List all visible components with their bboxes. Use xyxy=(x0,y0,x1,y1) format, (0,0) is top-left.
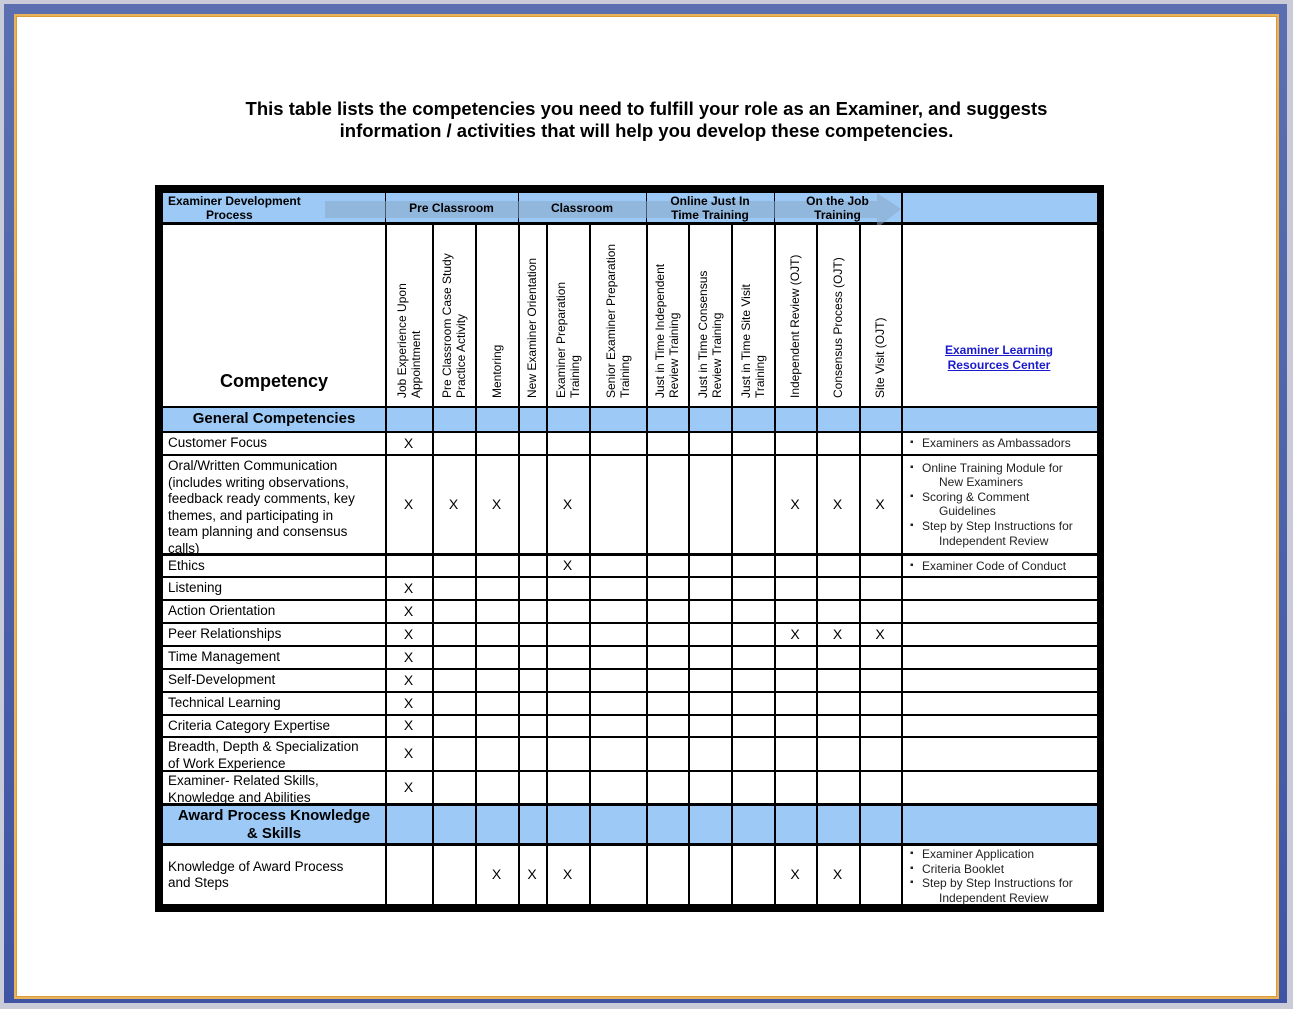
resource-item: Independent Review xyxy=(939,533,1049,548)
table-cell xyxy=(477,556,518,576)
competency-line: Customer Focus xyxy=(168,435,268,451)
competency-line: Technical Learning xyxy=(168,695,281,711)
table-cell xyxy=(548,647,589,668)
section-row-cell xyxy=(477,408,518,431)
mark-11-0: X xyxy=(403,778,414,795)
table-cell xyxy=(903,693,1097,714)
table-cell xyxy=(733,624,774,645)
table-cell xyxy=(861,647,901,668)
competency-line: Action Orientation xyxy=(168,603,276,619)
table-cell xyxy=(548,693,589,714)
competency-line: Knowledge of Award Process xyxy=(168,858,344,874)
section-row-cell xyxy=(548,408,589,431)
table-cell xyxy=(520,716,546,736)
competency-row-12 xyxy=(168,859,382,892)
table-cell xyxy=(591,578,646,599)
table-cell xyxy=(591,772,646,803)
table-cell xyxy=(648,624,688,645)
group-header-3: On the Job Training xyxy=(806,194,869,222)
table-cell xyxy=(690,846,731,904)
competency-line: of Work Experience xyxy=(168,755,286,771)
table-cell xyxy=(477,433,518,454)
section-row-cell xyxy=(434,408,475,431)
table-cell xyxy=(818,556,859,576)
mark-8-0: X xyxy=(403,694,414,711)
table-cell xyxy=(548,624,589,645)
competency-line: and Steps xyxy=(168,875,229,890)
resource-item: ▪ Step by Step Instructions for xyxy=(910,519,1095,534)
table-cell xyxy=(591,456,646,553)
section-row-cell xyxy=(434,806,475,843)
table-cell xyxy=(690,716,731,736)
title-line-2: information / activities that will help you develop these competencies. xyxy=(339,120,954,141)
competency-line: Self-Development xyxy=(168,672,276,688)
table-cell xyxy=(776,601,816,622)
section-row-cell xyxy=(861,806,901,843)
table-cell xyxy=(477,601,518,622)
competency-line: Time Management xyxy=(168,649,281,665)
table-cell xyxy=(776,670,816,691)
mark-4-0: X xyxy=(403,602,414,619)
table-cell xyxy=(548,670,589,691)
table-cell xyxy=(690,693,731,714)
table-cell xyxy=(591,846,646,904)
group-header-1: Classroom xyxy=(550,201,614,215)
mark-1-1: X xyxy=(448,495,459,512)
table-cell xyxy=(733,647,774,668)
section-row-cell xyxy=(387,806,432,843)
table-cell xyxy=(733,670,774,691)
mark-9-0: X xyxy=(403,717,414,733)
section-award-process: Award Process Knowledge & Skills xyxy=(177,807,371,842)
table-cell xyxy=(477,693,518,714)
resources-0 xyxy=(910,436,1095,451)
table-cell xyxy=(861,716,901,736)
mark-3-0: X xyxy=(403,579,414,596)
table-cell xyxy=(733,846,774,904)
competency-line: Knowledge and Abilities xyxy=(168,789,311,805)
resource-item: ▪ Scoring & Comment xyxy=(910,490,1095,505)
table-cell xyxy=(434,738,475,770)
table-cell xyxy=(434,601,475,622)
table-cell xyxy=(690,670,731,691)
competency-row-9 xyxy=(168,718,382,735)
table-cell xyxy=(648,738,688,770)
mark-2-4: X xyxy=(562,557,573,573)
table-cell xyxy=(776,716,816,736)
competency-line: team planning and consensus xyxy=(168,524,348,539)
header-column-cell xyxy=(903,225,1097,406)
mark-12-4: X xyxy=(562,866,573,882)
table-cell xyxy=(520,772,546,803)
mark-5-10: X xyxy=(832,625,843,642)
section-row-cell xyxy=(776,806,816,843)
column-header-3: New Examiner Orientation xyxy=(525,257,539,398)
table-cell xyxy=(733,738,774,770)
table-cell xyxy=(548,601,589,622)
table-cell xyxy=(690,647,731,668)
table-cell xyxy=(690,578,731,599)
table-cell xyxy=(903,670,1097,691)
section-row-cell xyxy=(690,806,731,843)
section-row-cell xyxy=(520,408,546,431)
table-cell xyxy=(733,433,774,454)
column-header-10: Consensus Process (OJT) xyxy=(830,257,845,398)
table-cell xyxy=(434,556,475,576)
table-cell xyxy=(648,456,688,553)
table-cell xyxy=(548,772,589,803)
table-cell xyxy=(477,772,518,803)
table-cell xyxy=(861,846,901,904)
group-header-2: Online Just In Time Training xyxy=(670,194,750,222)
table-cell xyxy=(477,670,518,691)
mark-5-11: X xyxy=(875,625,885,642)
table-cell xyxy=(477,716,518,736)
table-cell xyxy=(591,556,646,576)
mark-5-0: X xyxy=(403,625,414,642)
table-cell xyxy=(548,738,589,770)
section-row-cell xyxy=(648,806,688,843)
table-cell xyxy=(477,624,518,645)
resource-item: ▪ Online Training Module for xyxy=(910,461,1095,476)
table-cell xyxy=(520,647,546,668)
mark-1-0: X xyxy=(403,495,414,512)
mark-12-9: X xyxy=(790,866,800,882)
competency-row-8 xyxy=(168,695,382,712)
section-row-cell xyxy=(903,408,1097,431)
section-row-cell xyxy=(591,408,646,431)
mark-1-4: X xyxy=(562,495,573,512)
table-cell xyxy=(591,601,646,622)
competency-row-0 xyxy=(168,435,382,452)
table-cell xyxy=(818,433,859,454)
table-cell xyxy=(818,670,859,691)
table-cell xyxy=(903,738,1097,770)
table-cell xyxy=(818,772,859,803)
section-row-cell xyxy=(733,806,774,843)
table-cell xyxy=(648,556,688,576)
mark-1-2: X xyxy=(491,495,502,512)
table-cell xyxy=(387,556,432,576)
table-cell xyxy=(690,624,731,645)
section-row-cell xyxy=(818,806,859,843)
table-cell xyxy=(548,578,589,599)
table-cell xyxy=(861,670,901,691)
table-cell xyxy=(591,693,646,714)
column-header-4: Examiner Preparation Training xyxy=(553,281,582,398)
table-cell xyxy=(733,772,774,803)
resource-item: ▪ Examiners as Ambassadors xyxy=(910,436,1095,451)
table-cell xyxy=(648,578,688,599)
table-cell xyxy=(733,456,774,553)
table-cell xyxy=(434,716,475,736)
table-cell xyxy=(591,433,646,454)
table-cell xyxy=(520,556,546,576)
competency-line: Examiner- Related Skills, xyxy=(168,773,319,788)
competency-line: (includes writing observations, xyxy=(168,474,349,490)
table-cell xyxy=(520,601,546,622)
resource-item: Independent Review xyxy=(939,890,1049,905)
table-cell xyxy=(690,601,731,622)
resource-item: New Examiners xyxy=(939,475,1024,490)
section-row-cell xyxy=(520,806,546,843)
table-cell xyxy=(818,647,859,668)
table-cell xyxy=(776,693,816,714)
table-cell xyxy=(776,772,816,803)
resources-center-link[interactable]: Examiner Learning Resources Center xyxy=(944,343,1054,372)
page-title xyxy=(0,98,1293,142)
resources-1 xyxy=(910,461,1095,549)
section-row-cell xyxy=(548,806,589,843)
table-cell xyxy=(733,601,774,622)
section-row-cell xyxy=(733,408,774,431)
table-cell xyxy=(733,556,774,576)
section-row-cell xyxy=(477,806,518,843)
mark-10-0: X xyxy=(403,745,414,761)
table-cell xyxy=(818,578,859,599)
resource-item: ▪ Criteria Booklet xyxy=(910,862,1095,877)
table-cell xyxy=(434,693,475,714)
table-cell xyxy=(591,624,646,645)
table-cell xyxy=(648,601,688,622)
mark-1-11: X xyxy=(875,495,885,512)
table-cell xyxy=(591,670,646,691)
table-cell xyxy=(903,716,1097,736)
table-cell xyxy=(520,624,546,645)
table-cell xyxy=(690,738,731,770)
table-cell xyxy=(861,601,901,622)
column-header-9: Independent Review (OJT) xyxy=(788,254,802,398)
table-cell xyxy=(776,647,816,668)
table-cell xyxy=(903,647,1097,668)
table-cell xyxy=(648,693,688,714)
table-cell xyxy=(733,693,774,714)
table-cell xyxy=(861,578,901,599)
section-row-cell xyxy=(776,408,816,431)
column-header-11: Site Visit (OJT) xyxy=(873,317,887,398)
table-cell xyxy=(648,647,688,668)
table-cell xyxy=(690,772,731,803)
section-row-cell xyxy=(591,806,646,843)
table-cell xyxy=(434,433,475,454)
table-cell xyxy=(861,433,901,454)
competency-line: themes, and participating in xyxy=(168,507,334,523)
section-general: General Competencies xyxy=(192,410,356,427)
table-cell xyxy=(520,693,546,714)
resources-12 xyxy=(910,847,1095,905)
table-cell xyxy=(548,433,589,454)
table-cell xyxy=(434,670,475,691)
table-cell xyxy=(591,716,646,736)
table-cell xyxy=(648,670,688,691)
resource-item: ▪ Step by Step Instructions for xyxy=(910,876,1095,891)
mark-1-9: X xyxy=(790,495,800,512)
table-cell xyxy=(733,716,774,736)
table-cell xyxy=(776,578,816,599)
table-cell xyxy=(520,738,546,770)
mark-12-2: X xyxy=(491,866,502,882)
table-cell xyxy=(903,624,1097,645)
table-cell xyxy=(477,647,518,668)
column-header-1: Pre Classroom Case Study Practice Activity xyxy=(439,253,468,398)
table-cell xyxy=(434,846,475,904)
competency-row-1 xyxy=(168,458,382,557)
competency-row-5 xyxy=(168,626,382,643)
competency-line: Listening xyxy=(168,580,223,596)
competency-row-3 xyxy=(168,580,382,597)
competency-row-2 xyxy=(168,558,382,575)
table-cell xyxy=(434,772,475,803)
table-cell xyxy=(861,738,901,770)
table-cell xyxy=(434,647,475,668)
table-cell xyxy=(690,433,731,454)
resource-item: ▪ Examiner Code of Conduct xyxy=(910,559,1095,574)
competency-line: Oral/Written Communication xyxy=(168,458,338,473)
table-cell xyxy=(776,556,816,576)
table-cell xyxy=(690,556,731,576)
group-header-0: Pre Classroom xyxy=(409,201,494,215)
table-cell xyxy=(591,647,646,668)
table-cell xyxy=(477,738,518,770)
resources-2 xyxy=(910,559,1095,574)
mark-5-9: X xyxy=(790,625,800,642)
table-cell xyxy=(903,601,1097,622)
competency-row-7 xyxy=(168,672,382,689)
table-cell xyxy=(434,578,475,599)
section-row-cell xyxy=(861,408,901,431)
column-header-8: Just in Time Site Visit Training xyxy=(738,284,767,398)
table-cell xyxy=(520,670,546,691)
table-cell xyxy=(861,772,901,803)
process-header: Examiner Development Process xyxy=(168,194,301,222)
competency-table xyxy=(155,185,1104,912)
table-cell xyxy=(648,772,688,803)
competency-line: Ethics xyxy=(168,557,205,573)
mark-1-10: X xyxy=(832,495,843,512)
table-cell xyxy=(520,456,546,553)
section-row-cell xyxy=(690,408,731,431)
mark-12-3: X xyxy=(527,866,537,882)
resource-item: ▪ Examiner Application xyxy=(910,847,1095,862)
table-cell xyxy=(903,578,1097,599)
column-header-0: Job Experience Upon Appointment xyxy=(394,283,423,398)
header-resources-cell xyxy=(903,193,1097,222)
section-row-cell xyxy=(387,408,432,431)
competency-line: calls) xyxy=(168,540,200,556)
table-cell xyxy=(861,556,901,576)
table-cell xyxy=(548,716,589,736)
table-cell xyxy=(733,578,774,599)
competency-line: Peer Relationships xyxy=(168,626,282,642)
competency-line: Breadth, Depth & Specialization xyxy=(168,739,359,754)
competency-row-10 xyxy=(168,739,382,772)
table-cell xyxy=(648,846,688,904)
table-cell xyxy=(477,578,518,599)
table-cell xyxy=(776,433,816,454)
table-cell xyxy=(818,738,859,770)
column-header-5: Senior Examiner Preparation Training xyxy=(603,243,632,398)
table-cell xyxy=(387,846,432,904)
section-row-cell xyxy=(648,408,688,431)
table-cell xyxy=(648,433,688,454)
competency-line: Criteria Category Expertise xyxy=(168,717,331,733)
table-cell xyxy=(776,738,816,770)
mark-6-0: X xyxy=(403,648,414,665)
column-header-7: Just in Time Consensus Review Training xyxy=(695,270,724,398)
mark-12-10: X xyxy=(832,866,843,882)
mark-7-0: X xyxy=(403,671,414,688)
table-cell xyxy=(903,772,1097,803)
column-header-6: Just in Time Independent Review Training xyxy=(653,263,681,398)
competency-row-4 xyxy=(168,603,382,620)
competency-row-11 xyxy=(168,773,382,806)
table-cell xyxy=(648,716,688,736)
table-cell xyxy=(861,693,901,714)
table-cell xyxy=(520,578,546,599)
table-cell xyxy=(818,601,859,622)
table-cell xyxy=(818,716,859,736)
table-cell xyxy=(520,433,546,454)
competency-line: feedback ready comments, key xyxy=(168,491,355,506)
resource-item: Guidelines xyxy=(939,504,996,519)
table-cell xyxy=(591,738,646,770)
section-row-cell xyxy=(818,408,859,431)
title-line-1: This table lists the competencies you need to fulfill your role as an Examiner, and suggests xyxy=(245,98,1048,119)
section-row-cell xyxy=(903,806,1097,843)
table-cell xyxy=(690,456,731,553)
table-cell xyxy=(818,693,859,714)
competency-header: Competency xyxy=(219,371,329,391)
competency-row-6 xyxy=(168,649,382,666)
table-cell xyxy=(434,624,475,645)
column-header-2: Mentoring xyxy=(489,344,504,398)
mark-0-0: X xyxy=(403,434,414,451)
